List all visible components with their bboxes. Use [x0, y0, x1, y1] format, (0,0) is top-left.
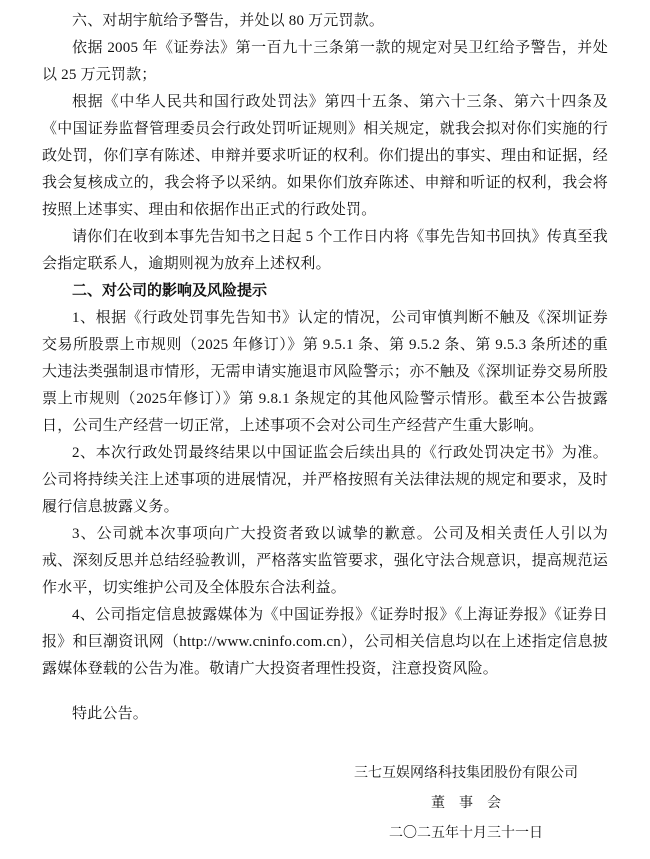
paragraph-final-decision: 2、本次行政处罚最终结果以中国证监会后续出具的《行政处罚决定书》为准。公司将持续关注上述事项的进展情况，并严格按照有关法律法规的规定和要求，及时履行信息披露义务。	[42, 445, 608, 515]
section-heading-impact-risk: 二、对公司的影响及风险提示	[72, 283, 268, 299]
signature-board-of-directors: 董 事 会	[431, 796, 501, 811]
paragraph-disclosure-media: 4、公司指定信息披露媒体为《中国证券报》《证券时报》《上海证券报》《证券日报》和巨潮资讯网（http://www.cninfo.com.cn），公司相关信息均以在上述指定信息披露媒体登载的公告为准。敬请广大投资者理性投资，注意投资风险。	[42, 607, 608, 677]
paragraph-delisting-risk: 1、根据《行政处罚事先告知书》认定的情况，公司审慎判断不触及《深圳证券交易所股票上市规则（2025 年修订）》第 9.5.1 条、第 9.5.2 条、第 9.5.3 条所述的重大违法类强制退市情形，无需申请实施退市风险警示；亦不触及《深圳证券交易所股票上市规则（2025年修订）》第 9.8.1 条规定的其他风险警示情形。截至本公告披露日，公司生产经营一切正常，上述事项不会对公司生产经营产生重大影响。	[42, 310, 608, 434]
paragraph-reply-deadline: 请你们在收到本事先告知书之日起 5 个工作日内将《事先告知书回执》传真至我会指定联系人，逾期则视为放弃上述权利。	[42, 229, 608, 272]
paragraph-apology: 3、公司就本次事项向广大投资者致以诚挚的歉意。公司及相关责任人引以为戒、深刻反思并总结经验教训，严格落实监管要求，强化守法合规意识，提高规范运作水平，切实维护公司及全体股东合法利益。	[42, 526, 608, 596]
closing-statement: 特此公告。	[72, 706, 149, 722]
paragraph-penalty-hu: 六、对胡宇航给予警告，并处以 80 万元罚款。	[72, 13, 385, 29]
paragraph-hearing-rights: 根据《中华人民共和国行政处罚法》第四十五条、第六十三条、第六十四条及《中国证券监督管理委员会行政处罚听证规则》相关规定，就我会拟对你们实施的行政处罚，你们享有陈述、申辩并要求听证的权利。你们提出的事实、理由和证据，经我会复核成立的，我会将予以采纳。如果你们放弃陈述、申辩和听证的权利，我会将按照上述事实、理由和依据作出正式的行政处罚。	[42, 94, 608, 218]
signature-block	[354, 759, 578, 849]
signature-company-name: 三七互娱网络科技集团股份有限公司	[354, 766, 578, 781]
signature-date: 二〇二五年十月三十一日	[389, 826, 543, 841]
paragraph-penalty-wu: 依据 2005 年《证券法》第一百九十三条第一款的规定对吴卫红给予警告，并处以 25 万元罚款；	[42, 40, 608, 83]
